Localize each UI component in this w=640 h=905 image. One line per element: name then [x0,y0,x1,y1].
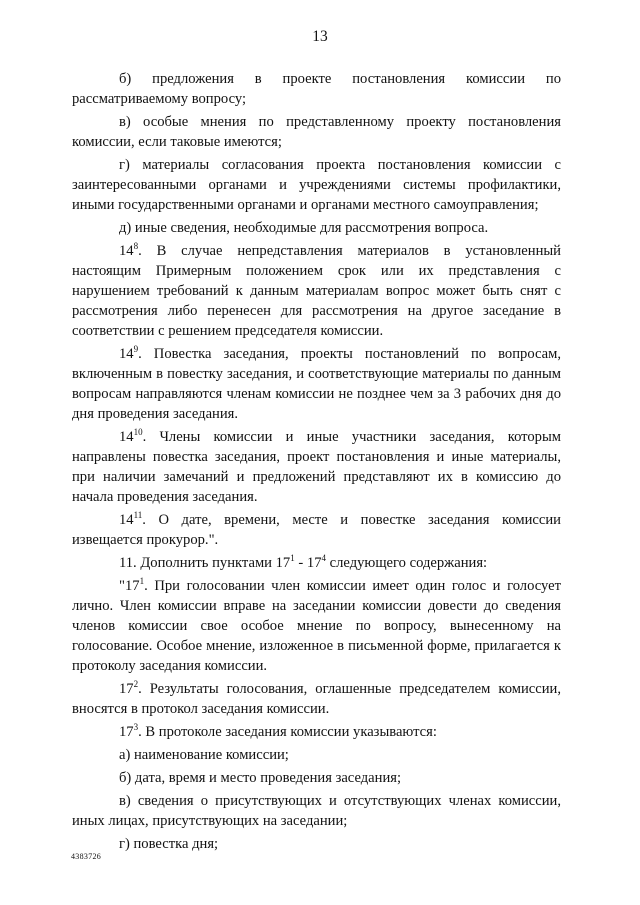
clause-number: "17 [119,578,140,594]
clause-superscript: 9 [133,344,139,354]
clause-superscript: 1 [139,576,145,586]
clause-superscript: 2 [133,679,139,689]
clause-text: . О дате, времени, месте и повестке заседания комиссии извещается прокурор.". [72,512,561,548]
paragraph-item-d: д) иные сведения, необходимые для рассмотрения вопроса. [119,220,489,236]
clause-number: 14 [119,346,134,362]
clause-text: . При голосовании член комиссии имеет один голос и голосует лично. Член комиссии вправе на заседании комиссии довести до сведения членов комиссии свое особое мнение по вопросу, вынесенному на голосование. Особое мнение, изложенное в письменной форме, прилагается к протоколу заседания комиссии. [72,578,561,674]
paragraph-14-9 [72,344,561,424]
paragraph-item-g: г) материалы согласования проекта постановления комиссии с заинтересованными органами и учреждениями системы профилактики, иными государственными органами и органами местного самоуправления; [72,157,561,213]
paragraph-item-g2: г) повестка дня; [119,836,219,852]
paragraph-14-8 [72,241,561,341]
page-number: 13 [312,28,328,45]
paragraph-item-b: б) предложения в проекте постановления комиссии по рассматриваемому вопросу; [72,71,561,107]
paragraph-item-b2: б) дата, время и место проведения заседания; [119,770,402,786]
paragraph-item-v: в) особые мнения по представленному проекту постановления комиссии, если таковые имеются; [72,114,561,150]
clause-text: . Члены комиссии и иные участники заседания, которым направлены повестка заседания, проект постановления и иные материалы, при наличии замечаний и предложений представляют их в комиссию до начала проведения заседания. [72,429,561,505]
clause-text-middle: - 17 [294,555,322,571]
clause-number: 14 [119,243,134,259]
clause-number: 14 [119,512,134,528]
clause-text: . Результаты голосования, оглашенные председателем комиссии, вносятся в протокол заседания комиссии. [72,681,561,717]
clause-text: . Повестка заседания, проекты постановлений по вопросам, включенным в повестку заседания, и соответствующие материалы по данным вопросам направляются членам комиссии не позднее чем за 3 рабочих дня до дня проведения заседания. [72,346,561,422]
paragraph-item-v2: в) сведения о присутствующих и отсутствующих членах комиссии, иных лицах, присутствующих на заседании; [72,793,561,829]
clause-number: 14 [119,429,134,445]
clause-text-start: 11. Дополнить пунктами 17 [119,555,291,571]
clause-text: . В случае непредставления материалов в установленный настоящим Примерным положением срок или их представления с нарушением требований к данным материалам вопрос может быть снят с рассмотрения либо перенесен для рассмотрения на другое заседание в соответствии с решением председателя комиссии. [72,243,561,339]
clause-superscript: 1 [290,553,295,563]
clause-number: 17 [119,681,134,697]
clause-superscript: 8 [133,241,139,251]
paragraph-item-a: а) наименование комиссии; [119,747,289,763]
paragraph-17-2 [72,679,561,719]
paragraph-11 [72,553,561,573]
clause-superscript: 10 [133,427,143,437]
clause-superscript: 11 [133,510,143,520]
document-id: 4383726 [71,852,102,861]
clause-text: следующего содержания: [326,555,488,571]
paragraph-14-11 [72,510,561,550]
clause-superscript: 3 [133,722,139,732]
paragraph-17-3 [72,722,561,742]
paragraph-14-10 [72,427,561,507]
clause-text: . В протоколе заседания комиссии указываются: [138,724,437,740]
clause-number: 17 [119,724,134,740]
clause-superscript: 4 [321,553,326,563]
paragraph-17-1 [72,576,561,676]
document-body [72,69,561,857]
